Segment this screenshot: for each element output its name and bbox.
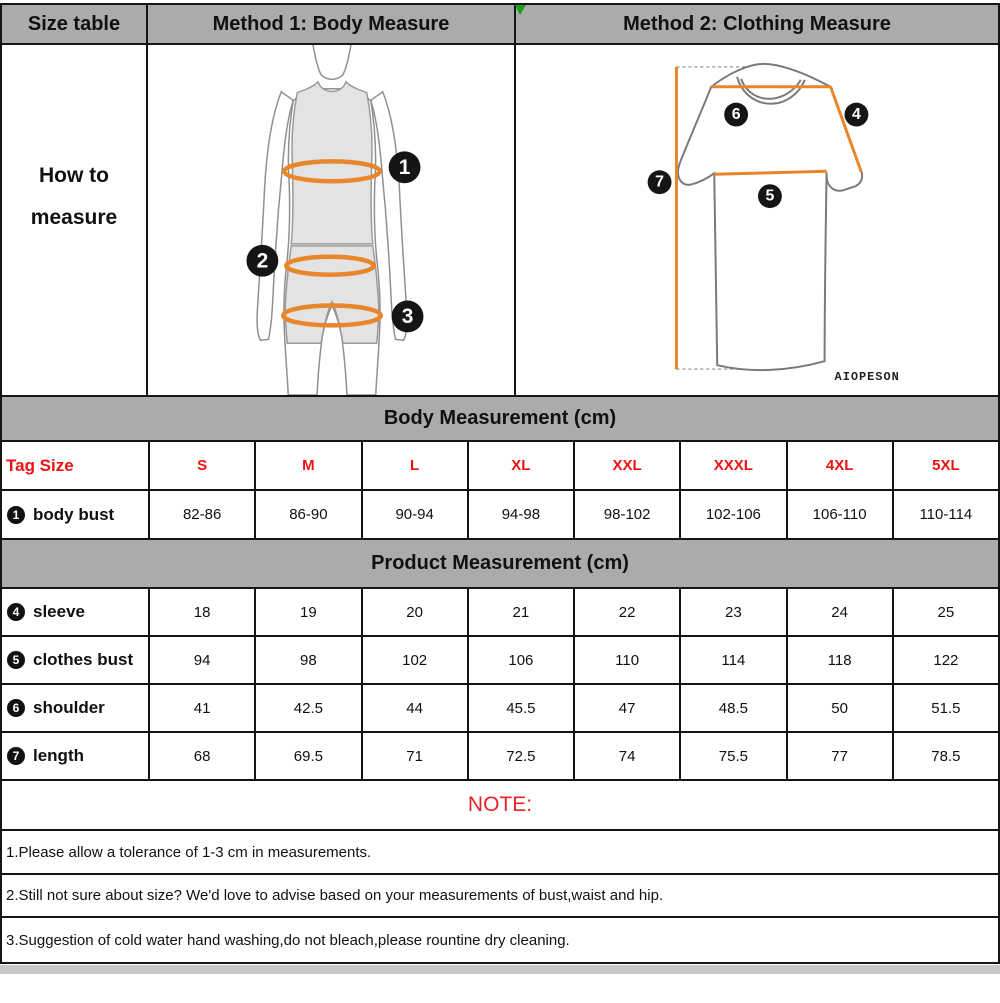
sleeve-label: sleeve (33, 602, 85, 621)
product-measurement-title: Product Measurement (cm) (2, 540, 998, 589)
size-chart-sheet (0, 3, 1000, 964)
clothing-measure-diagram (516, 45, 998, 395)
waist-marker-number: 2 (256, 249, 269, 273)
note-item-3: 3.Suggestion of cold water hand washing,do not bleach,please rountine dry cleaning. (6, 931, 570, 949)
hip-marker-number: 3 (401, 304, 414, 328)
circled-7-icon: 7 (7, 747, 25, 765)
circled-6-icon: 6 (7, 699, 25, 717)
method2-header: Method 2: Clothing Measure (516, 5, 998, 43)
green-corner-marker-icon (515, 5, 526, 15)
size-4xl: 4XL (786, 442, 892, 489)
size-xl: XL (467, 442, 573, 489)
length-label: length (33, 746, 84, 765)
note-item-2: 2.Still not sure about size? We'd love to advise based on your measurements of bust,waist and hip. (2, 875, 998, 918)
brand-text: AIOPESON (834, 370, 900, 385)
clothes-bust-marker-number: 5 (765, 187, 775, 205)
tshirt-illustration (516, 45, 998, 395)
length-row: 7 length 68 69.5 71 72.5 74 75.5 77 78.5 (2, 733, 998, 781)
length-marker-number: 7 (655, 173, 664, 191)
sleeve-marker-number: 4 (852, 106, 861, 124)
shoulder-label: shoulder (33, 698, 105, 717)
sleeve-row: 4 sleeve 18 19 20 21 22 23 24 25 (2, 589, 998, 637)
body-figure-illustration (148, 45, 514, 395)
shoulder-row: 6 shoulder 41 42.5 44 45.5 47 48.5 50 51.5 (2, 685, 998, 733)
diagram-row (2, 45, 998, 397)
size-table-header: Size table (2, 5, 148, 43)
body-measurement-title: Body Measurement (cm) (2, 397, 998, 442)
body-bust-row: 1 body bust 82-86 86-90 90-94 94-98 98-102 102-106 106-110 110-114 (2, 491, 998, 540)
top-header-row (2, 5, 998, 45)
clothes-bust-row: 5 clothes bust 94 98 102 106 110 114 118 122 (2, 637, 998, 685)
circled-1-icon: 1 (7, 506, 25, 524)
bottom-grey-strip (0, 965, 1000, 974)
circled-5-icon: 5 (7, 651, 25, 669)
circled-4-icon: 4 (7, 603, 25, 621)
size-s: S (148, 442, 254, 489)
tag-size-row (2, 442, 998, 491)
method1-header: Method 1: Body Measure (148, 5, 516, 43)
how-to-measure-cell: How to measure (2, 45, 148, 395)
tag-size-label: Tag Size (6, 455, 74, 475)
body-measure-diagram (148, 45, 516, 395)
body-bust-label: body bust (33, 504, 115, 524)
size-m: M (254, 442, 360, 489)
size-xxl: XXL (573, 442, 679, 489)
note-item-1: 1.Please allow a tolerance of 1-3 cm in measurements. (2, 831, 998, 875)
tshirt-outline (678, 64, 862, 370)
size-xxxl: XXXL (679, 442, 785, 489)
size-5xl: 5XL (892, 442, 998, 489)
size-l: L (361, 442, 467, 489)
note-title: NOTE: (2, 781, 998, 831)
shoulder-marker-number: 6 (731, 106, 741, 124)
clothes-bust-label: clothes bust (33, 650, 134, 669)
bust-marker-number: 1 (398, 155, 411, 179)
